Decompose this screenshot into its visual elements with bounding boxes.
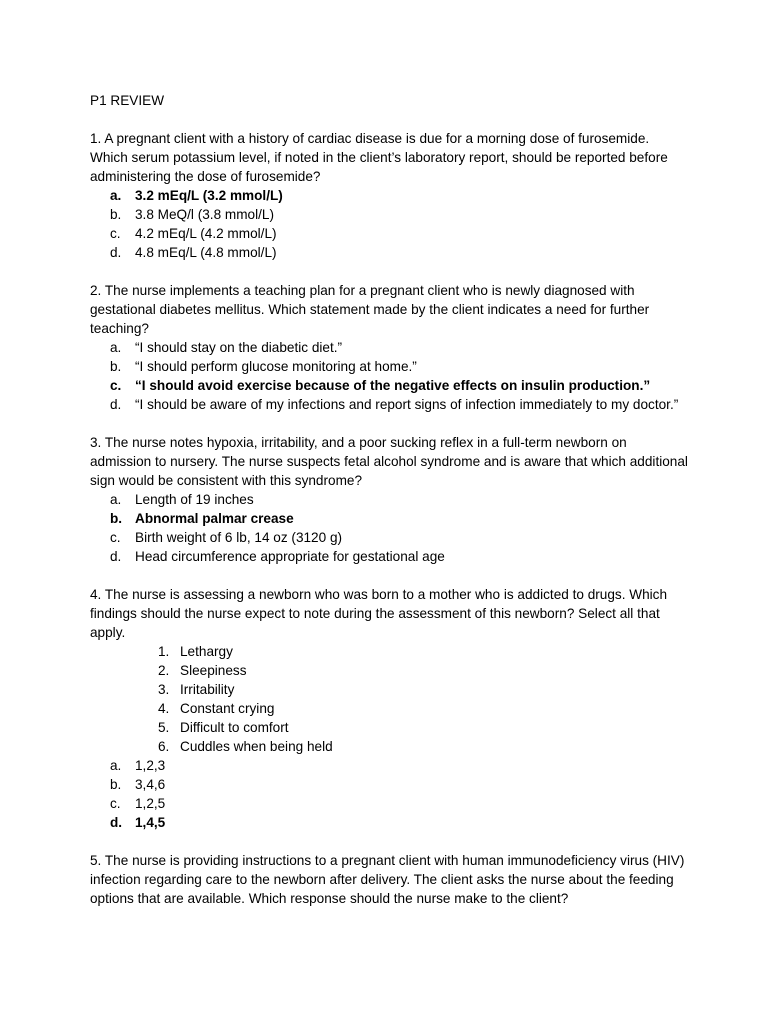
option-letter: a. [110, 188, 122, 203]
finding-number: 5. [158, 720, 170, 735]
finding-text: Cuddles when being held [180, 739, 333, 754]
finding-item [90, 699, 690, 718]
finding-item [90, 661, 690, 680]
answer-option [90, 794, 690, 813]
option-text: Birth weight of 6 lb, 14 oz (3120 g) [135, 530, 343, 545]
option-text: 3,4,6 [135, 777, 166, 792]
option-text: “I should stay on the diabetic diet.” [135, 340, 343, 355]
finding-number: 4. [158, 701, 170, 716]
option-letter: b. [110, 511, 123, 526]
option-letter: b. [110, 359, 122, 374]
question-3 [90, 433, 690, 566]
option-letter: b. [110, 777, 122, 792]
answer-options [90, 186, 690, 262]
option-text: 1,2,5 [135, 796, 166, 811]
answer-option [90, 357, 690, 376]
answer-option-correct [90, 509, 690, 528]
answer-option [90, 224, 690, 243]
question-5 [90, 851, 690, 908]
option-text: Length of 19 inches [135, 492, 254, 507]
finding-text: Constant crying [180, 701, 275, 716]
answer-option [90, 243, 690, 262]
option-letter: d. [110, 815, 123, 830]
finding-text: Difficult to comfort [180, 720, 289, 735]
option-letter: a. [110, 340, 122, 355]
option-text: 4.8 mEq/L (4.8 mmol/L) [135, 245, 277, 260]
document-title: P1 REVIEW [90, 93, 165, 108]
option-text: Head circumference appropriate for gestational age [135, 549, 445, 564]
finding-item [90, 680, 690, 699]
answer-option [90, 338, 690, 357]
option-letter: c. [110, 530, 121, 545]
question-text: 3. The nurse notes hypoxia, irritability, and a poor sucking reflex in a full-term newborn on admission to nursery. The nurse suspects fetal alcohol syndrome and is aware that which additional sign would be consistent with this syndrome? [90, 435, 688, 488]
answer-option-correct [90, 813, 690, 832]
finding-number: 3. [158, 682, 170, 697]
option-text: 1,4,5 [135, 815, 166, 830]
answer-option [90, 490, 690, 509]
option-letter: c. [110, 378, 122, 393]
answer-option [90, 205, 690, 224]
option-letter: c. [110, 226, 121, 241]
option-letter: d. [110, 397, 122, 412]
answer-option [90, 395, 690, 414]
option-text: “I should avoid exercise because of the negative effects on insulin production.” [135, 378, 651, 393]
finding-item [90, 718, 690, 737]
question-text: 2. The nurse implements a teaching plan for a pregnant client who is newly diagnosed with gestational diabetes mellitus. Which statement made by the client indicates a need for further teaching? [90, 283, 650, 336]
option-letter: a. [110, 492, 122, 507]
question-1 [90, 129, 690, 262]
finding-text: Sleepiness [180, 663, 247, 678]
answer-options [90, 490, 690, 566]
question-text: 4. The nurse is assessing a newborn who was born to a mother who is addicted to drugs. Which findings should the nurse expect to note during the assessment of this newborn? Select all that apply. [90, 587, 668, 640]
answer-option-correct [90, 376, 690, 395]
question-text: 1. A pregnant client with a history of cardiac disease is due for a morning dose of furosemide. Which serum potassium level, if noted in the client’s laboratory report, should be reported before administering the dose of furosemide? [90, 131, 668, 184]
option-letter: a. [110, 758, 122, 773]
answer-option [90, 775, 690, 794]
answer-option [90, 528, 690, 547]
finding-item [90, 642, 690, 661]
question-4 [90, 585, 690, 832]
question-text: 5. The nurse is providing instructions to a pregnant client with human immunodeficiency virus (HIV) infection regarding care to the newborn after delivery. The client asks the nurse about the feeding options that are available. Which response should the nurse make to the client? [90, 853, 685, 906]
option-text: 1,2,3 [135, 758, 166, 773]
finding-number: 6. [158, 739, 170, 754]
document-page [90, 91, 690, 927]
option-text: 3.8 MeQ/l (3.8 mmol/L) [135, 207, 274, 222]
finding-text: Lethargy [180, 644, 233, 659]
option-text: “I should be aware of my infections and report signs of infection immediately to my doctor.” [135, 397, 679, 412]
finding-number: 2. [158, 663, 170, 678]
answer-option [90, 547, 690, 566]
findings-list [90, 642, 690, 756]
option-text: Abnormal palmar crease [135, 511, 294, 526]
option-text: “I should perform glucose monitoring at home.” [135, 359, 417, 374]
finding-item [90, 737, 690, 756]
option-text: 3.2 mEq/L (3.2 mmol/L) [135, 188, 283, 203]
option-letter: b. [110, 207, 122, 222]
answer-options [90, 338, 690, 414]
answer-option [90, 756, 690, 775]
finding-number: 1. [158, 644, 170, 659]
option-letter: d. [110, 549, 122, 564]
option-letter: c. [110, 796, 121, 811]
question-2 [90, 281, 690, 414]
option-letter: d. [110, 245, 122, 260]
answer-option-correct [90, 186, 690, 205]
finding-text: Irritability [180, 682, 235, 697]
option-text: 4.2 mEq/L (4.2 mmol/L) [135, 226, 277, 241]
answer-options [90, 756, 690, 832]
